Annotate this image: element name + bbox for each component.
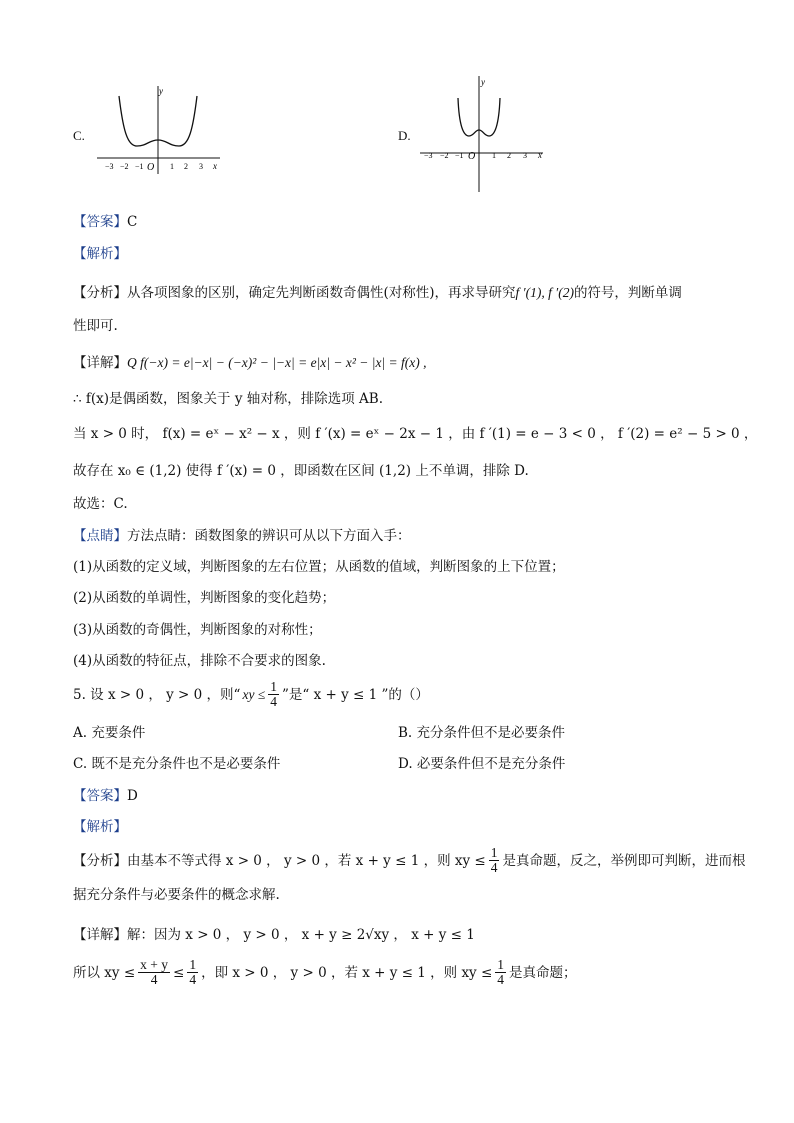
q5-option-c: C. 既不是充分条件也不是必要条件 bbox=[73, 756, 281, 772]
answer-value: D bbox=[127, 788, 138, 804]
q5-xiangjie-line1 bbox=[73, 926, 475, 944]
fenxi-text: 从各项图象的区别，确定先判断函数奇偶性(对称性)，再求导研究 bbox=[127, 285, 516, 301]
frac-num: 1 bbox=[497, 957, 505, 972]
xiangjie-math: Q f(−x) = e|−x| − (−x)² − |−x| = e|x| − x² − |x| = f(x) , bbox=[127, 355, 427, 370]
graph-c-tick: −3 bbox=[105, 162, 114, 171]
q5-stem-xy: xy ≤ bbox=[242, 686, 266, 702]
fenxi-text: 由基本不等式得 x > 0 ， y > 0 ，若 x + y ≤ 1 ，则 xy ≤ bbox=[127, 852, 486, 869]
fenxi-tag: 【分析】 bbox=[73, 852, 127, 869]
tip-3: (3)从函数的奇偶性，判断图象的对称性； bbox=[73, 622, 322, 638]
tip-2: (2)从函数的单调性，判断图象的变化趋势； bbox=[73, 590, 336, 606]
last-fraction-1 bbox=[138, 958, 170, 987]
q5-option-a: A. 充要条件 bbox=[73, 725, 146, 741]
graph-c bbox=[95, 84, 225, 176]
frac-den: 4 bbox=[270, 694, 277, 709]
frac-num: x + y bbox=[140, 957, 169, 972]
graph-c-origin: O bbox=[147, 162, 155, 173]
q4-dianjing bbox=[73, 527, 411, 545]
fenxi-math: f ′(1), f ′(2) bbox=[515, 285, 574, 300]
answer-value: C bbox=[127, 214, 138, 230]
fenxi-text: 是真命题，反之，举例即可判断，进而根 bbox=[502, 852, 746, 869]
frac-num: 1 bbox=[490, 845, 498, 860]
frac-den: 4 bbox=[497, 972, 505, 987]
graph-d-tick: −3 bbox=[424, 151, 433, 160]
q4-xiangjie-line1 bbox=[73, 354, 427, 372]
xiangjie-tag: 【详解】 bbox=[73, 927, 127, 943]
q4-line2: ∴ f(x)是偶函数，图象关于 y 轴对称，排除选项 AB. bbox=[73, 391, 383, 407]
graph-c-tick: 1 bbox=[170, 162, 174, 171]
frac-num: 1 bbox=[270, 679, 277, 694]
option-c-label: C. bbox=[73, 128, 85, 143]
dianjing-tag: 【点睛】 bbox=[73, 528, 127, 544]
q5-stem bbox=[73, 680, 429, 709]
graph-d-origin: O bbox=[468, 151, 476, 162]
option-d-label: D. bbox=[398, 128, 411, 143]
fenxi-text: 的符号，判断单调 bbox=[573, 285, 682, 301]
graph-c-y-label: y bbox=[159, 86, 163, 96]
last-text: ，即 x > 0 ， y > 0 ，若 x + y ≤ 1 ，则 xy ≤ bbox=[201, 964, 493, 981]
tip-4: (4)从函数的特征点，排除不合要求的图象. bbox=[73, 653, 326, 669]
graph-d-tick: −2 bbox=[440, 151, 449, 160]
q4-line5: 故选：C. bbox=[73, 496, 128, 512]
tip-1: (1)从函数的定义域，判断图象的左右位置；从函数的值域，判断图象的上下位置； bbox=[73, 559, 565, 575]
frac-num: 1 bbox=[189, 957, 197, 972]
q4-line3: 当 x > 0 时， f(x) = eˣ − x² − x ，则 f ′(x) = eˣ − 2x − 1 ，由 f ′(1) = e − 3 < 0 ， f ′(2) = e² − 5 > 0 ， bbox=[73, 426, 758, 442]
graph-d-y-label: y bbox=[481, 77, 485, 87]
graph-c-x-label: x bbox=[213, 161, 217, 171]
frac-den: 4 bbox=[189, 972, 197, 987]
dianjing-text: 方法点睛：函数图象的辨识可从以下方面入手： bbox=[127, 528, 411, 544]
graph-d-tick: 1 bbox=[492, 151, 496, 160]
graph-c-tick: −1 bbox=[135, 162, 144, 171]
last-text: 是真命题； bbox=[509, 964, 577, 981]
q5-last-line bbox=[73, 958, 577, 987]
fenxi-fraction bbox=[489, 846, 500, 875]
graph-d-tick: 2 bbox=[507, 151, 511, 160]
graph-c-tick: 2 bbox=[184, 162, 188, 171]
xiangjie-tag: 【详解】 bbox=[73, 355, 127, 371]
q4-fenxi-line1 bbox=[73, 284, 682, 302]
last-text: ≤ bbox=[173, 964, 185, 981]
last-fraction-2 bbox=[187, 958, 198, 987]
graph-d-tick: 3 bbox=[523, 151, 527, 160]
q5-stem-text: 5. 设 x > 0 ， y > 0 ，则“ bbox=[73, 686, 241, 703]
q5-analysis-tag: 【解析】 bbox=[73, 819, 127, 835]
q5-answer bbox=[73, 787, 138, 805]
q5-stem-fraction bbox=[268, 680, 279, 709]
q4-fenxi-line2: 性即可. bbox=[73, 318, 118, 334]
graph-c-tick: 3 bbox=[199, 162, 203, 171]
q4-analysis-tag: 【解析】 bbox=[73, 246, 127, 262]
q4-answer bbox=[73, 213, 137, 231]
frac-den: 4 bbox=[150, 972, 158, 987]
last-fraction-3 bbox=[495, 958, 506, 987]
q5-option-b: B. 充分条件但不是必要条件 bbox=[398, 725, 566, 741]
last-text: 所以 xy ≤ bbox=[73, 964, 136, 981]
q5-fenxi-line1 bbox=[73, 846, 745, 875]
answer-tag: 【答案】 bbox=[73, 214, 127, 230]
q5-stem-text: ”是“ x + y ≤ 1 ”的（） bbox=[281, 686, 429, 703]
graph-c-tick: −2 bbox=[120, 162, 129, 171]
frac-den: 4 bbox=[490, 860, 498, 875]
graph-d bbox=[418, 74, 548, 194]
xiangjie-text: 解：因为 x > 0 ， y > 0 ， x + y ≥ 2√xy ， x + y ≤ 1 bbox=[127, 927, 475, 943]
q4-line4: 故存在 x₀ ∈ (1,2) 使得 f ′(x) = 0 ，即函数在区间 (1,2) 上不单调，排除 D. bbox=[73, 463, 529, 479]
graph-d-x-label: x bbox=[538, 150, 542, 160]
answer-tag: 【答案】 bbox=[73, 788, 127, 804]
graph-d-tick: −1 bbox=[455, 151, 464, 160]
fenxi-tag: 【分析】 bbox=[73, 285, 127, 301]
q5-fenxi-line2: 据充分条件与必要条件的概念求解. bbox=[73, 887, 280, 903]
q5-option-d: D. 必要条件但不是充分条件 bbox=[398, 756, 566, 772]
